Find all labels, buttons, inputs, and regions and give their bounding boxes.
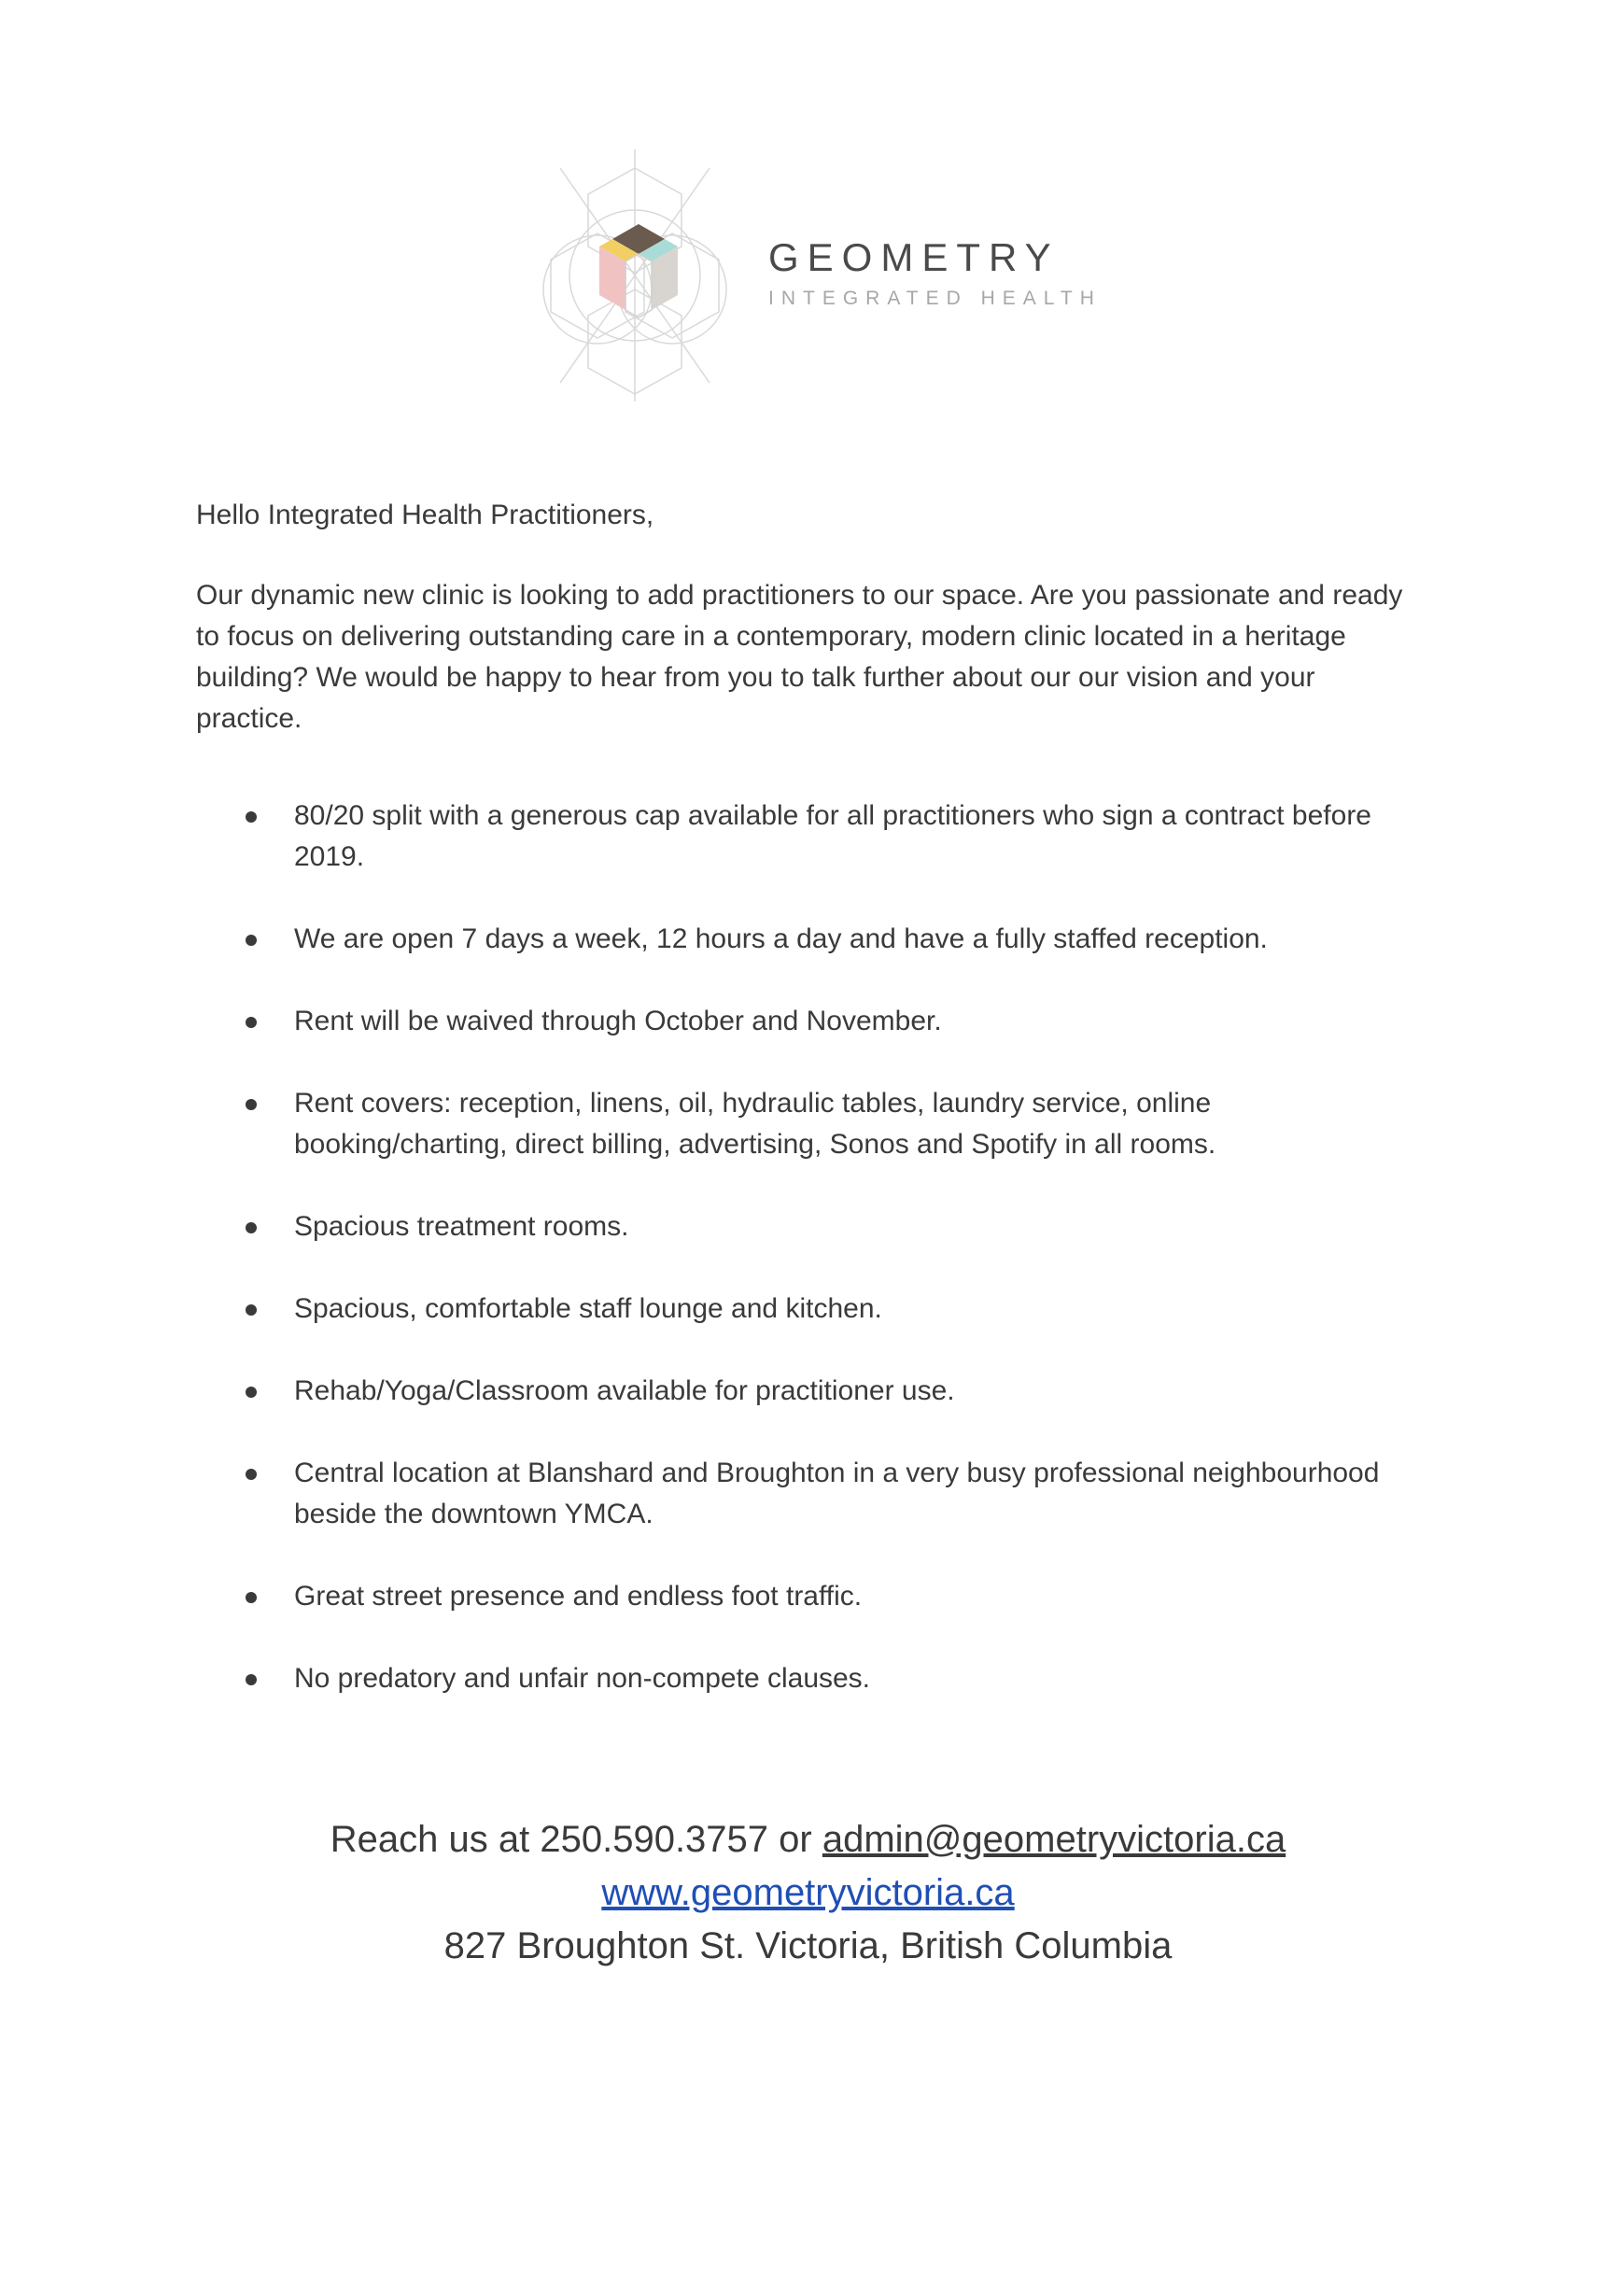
list-item bbox=[196, 1371, 1428, 1412]
perk-text: No predatory and unfair non-compete clauses. bbox=[294, 1663, 871, 1694]
bullet-icon bbox=[246, 1304, 257, 1316]
greeting: Hello Integrated Health Practitioners, bbox=[196, 500, 654, 530]
brand-name: GEOMETRY bbox=[768, 235, 1060, 279]
list-item bbox=[196, 1001, 1428, 1042]
perk-text: 80/20 split with a generous cap available for all practitioners who sign a contract before 2019. bbox=[294, 800, 1371, 872]
contact-block bbox=[0, 1813, 1616, 1973]
address: 827 Broughton St. Victoria, British Columbia bbox=[443, 1925, 1173, 1966]
bullet-icon bbox=[246, 1222, 257, 1233]
perk-text: Rent covers: reception, linens, oil, hydraulic tables, laundry service, online booking/charting, direct billing, advertising, Sonos and Spotify in all rooms. bbox=[294, 1088, 1216, 1160]
email-link[interactable]: admin@geometryvictoria.ca bbox=[822, 1819, 1286, 1860]
contact-phone-text: Reach us at 250.590.3757 or bbox=[330, 1819, 822, 1860]
perk-text: Rehab/Yoga/Classroom available for practitioner use. bbox=[294, 1375, 955, 1406]
contact-line bbox=[0, 1813, 1616, 1866]
brand-logo bbox=[541, 149, 1120, 401]
geometry-logo-icon bbox=[541, 149, 766, 401]
list-item bbox=[196, 1453, 1428, 1535]
list-item bbox=[196, 1289, 1428, 1330]
letter-body bbox=[196, 495, 1428, 1740]
list-item bbox=[196, 1206, 1428, 1247]
bullet-icon bbox=[246, 1099, 257, 1110]
bullet-icon bbox=[246, 1592, 257, 1603]
perk-text: We are open 7 days a week, 12 hours a day and have a fully staffed reception. bbox=[294, 923, 1268, 954]
perk-text: Spacious treatment rooms. bbox=[294, 1211, 629, 1242]
bullet-icon bbox=[246, 1674, 257, 1685]
website-link[interactable]: www.geometryvictoria.ca bbox=[601, 1872, 1015, 1913]
bullet-icon bbox=[246, 1387, 257, 1398]
intro-paragraph: Our dynamic new clinic is looking to add practitioners to our space. Are you passionate and ready to focus on delivering outstanding care in a contemporary, modern clinic located in a heritage building? We would be happy to hear from you to talk further about our our vision and your practice. bbox=[196, 580, 1403, 734]
perk-text: Rent will be waived through October and November. bbox=[294, 1006, 942, 1036]
list-item bbox=[196, 1083, 1428, 1165]
perk-text: Great street presence and endless foot traffic. bbox=[294, 1581, 863, 1612]
perk-text: Spacious, comfortable staff lounge and kitchen. bbox=[294, 1293, 882, 1324]
list-item bbox=[196, 919, 1428, 960]
bullet-icon bbox=[246, 811, 257, 823]
perk-text: Central location at Blanshard and Broughton in a very busy professional neighbourhood beside the downtown YMCA. bbox=[294, 1458, 1380, 1529]
list-item bbox=[196, 1576, 1428, 1617]
bullet-icon bbox=[246, 1017, 257, 1028]
perks-list bbox=[196, 796, 1428, 1699]
bullet-icon bbox=[246, 935, 257, 946]
list-item bbox=[196, 1658, 1428, 1699]
brand-tagline: INTEGRATED HEALTH bbox=[768, 288, 1102, 309]
list-item bbox=[196, 796, 1428, 878]
bullet-icon bbox=[246, 1469, 257, 1480]
